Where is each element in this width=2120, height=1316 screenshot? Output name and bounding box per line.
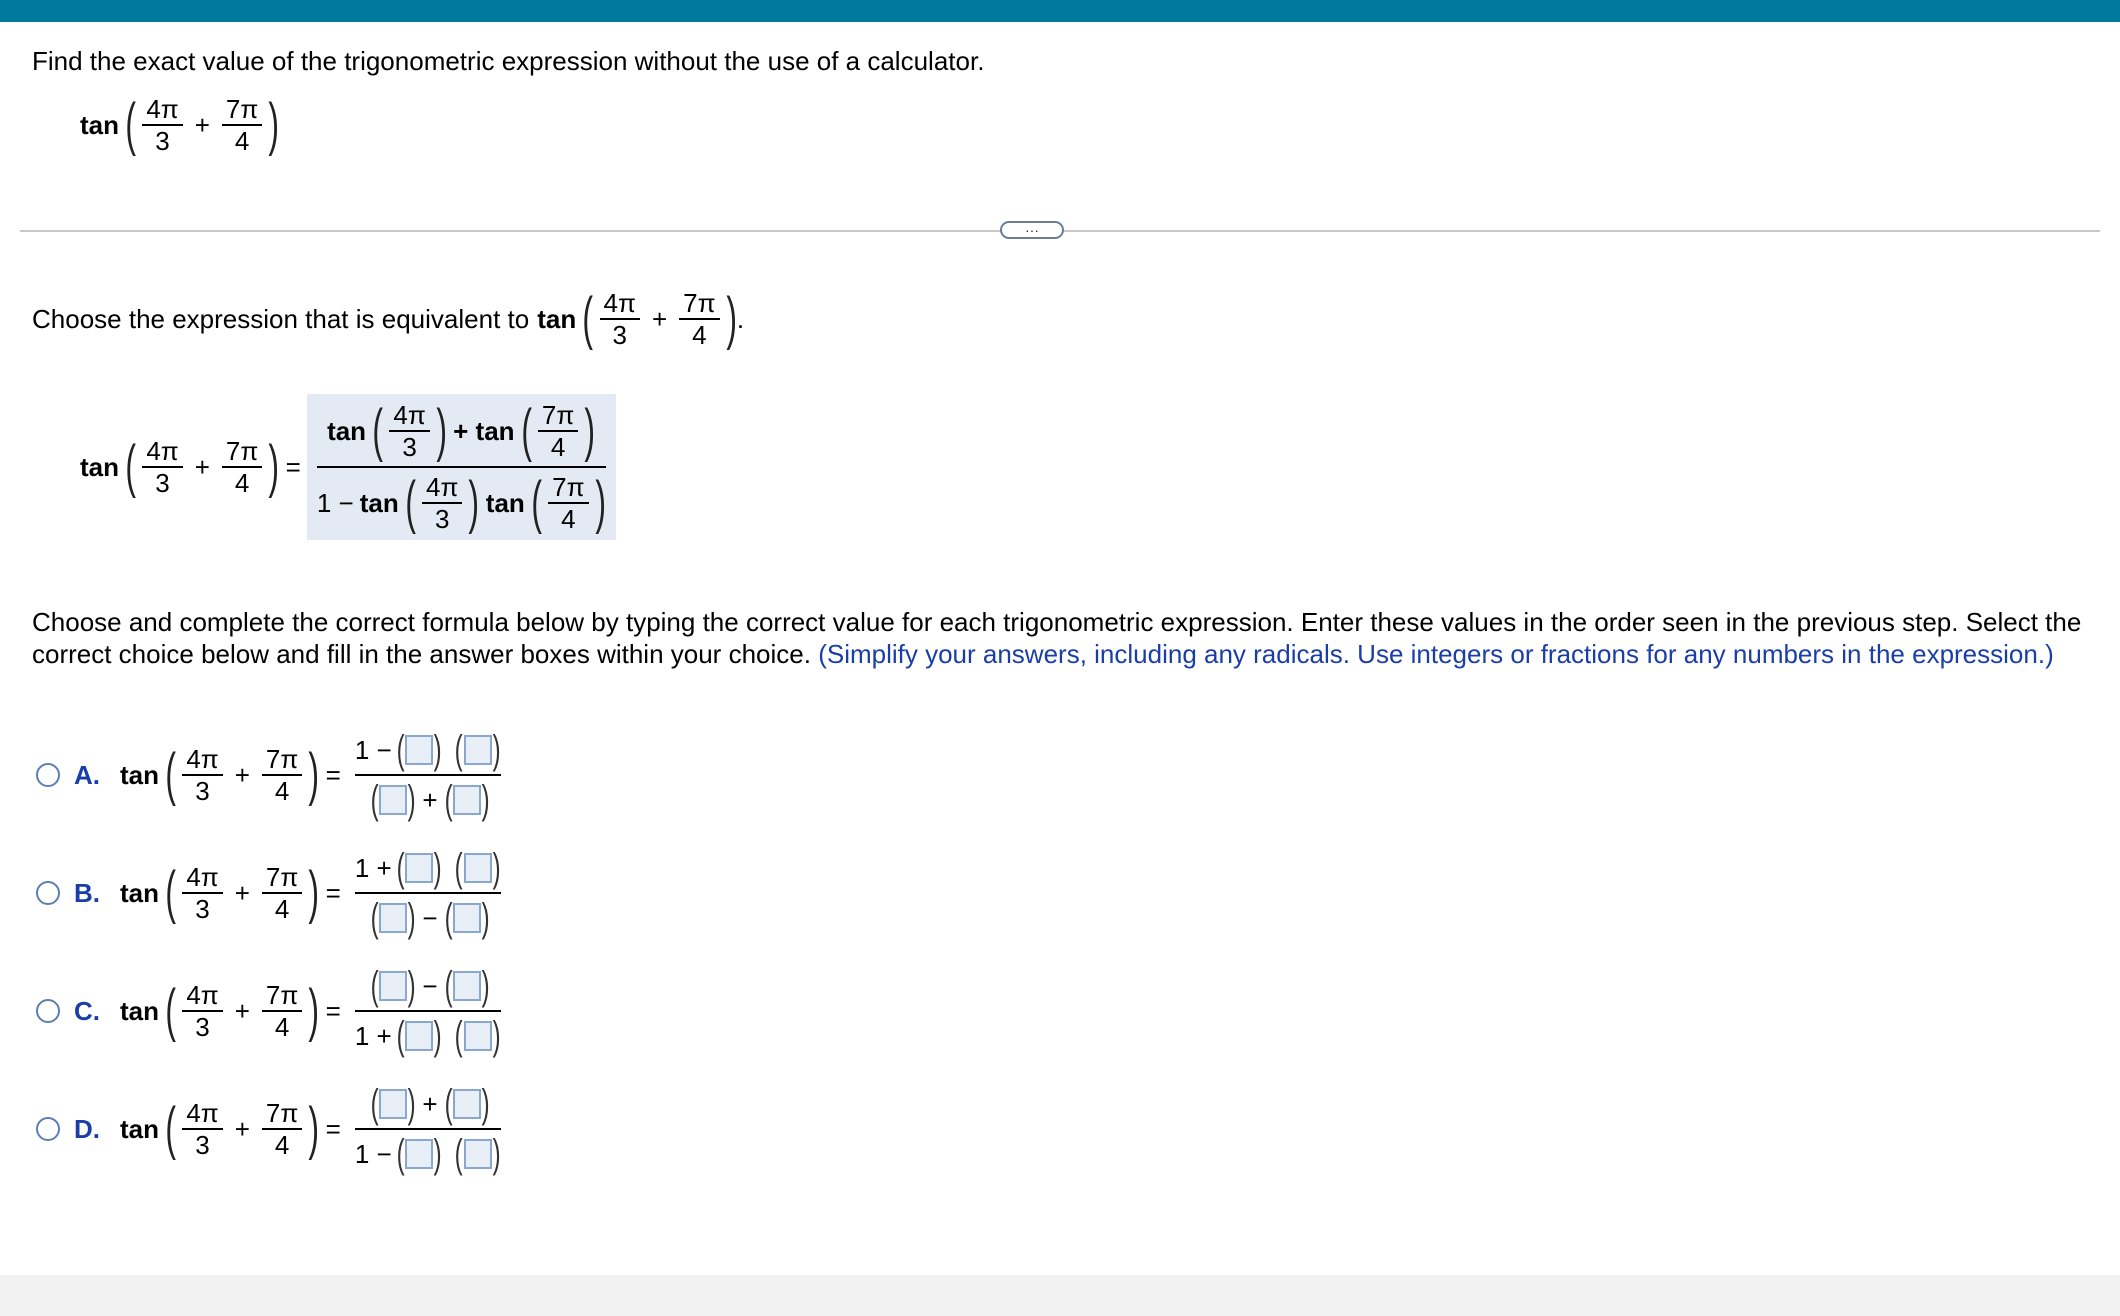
answer-box[interactable]	[464, 1021, 492, 1051]
top-bar	[0, 0, 2120, 22]
answer-box[interactable]	[453, 1089, 481, 1119]
answer-box[interactable]	[405, 735, 433, 765]
identity-fraction: tan ( $\frac{4\pi}{3}$ ) + tan ( $\frac{7\pi}{4}$ ) 1 − tan ( $\frac{4\pi}{3}$ ) tan ( $\frac{7\pi}{4}$ )	[307, 394, 616, 540]
answer-box[interactable]	[464, 1139, 492, 1169]
answer-box[interactable]	[379, 1089, 407, 1119]
question-prompt: Find the exact value of the trigonometric expression without the use of a calculator.	[32, 46, 985, 76]
question-expression: tan ( $\frac{4\pi}{3}$ + $\frac{7\pi}{4}$ )	[80, 92, 280, 157]
choice-radio[interactable]	[36, 763, 60, 787]
bottom-bar	[0, 1275, 2120, 1316]
answer-box[interactable]	[453, 903, 481, 933]
choice-b[interactable]: B. tan ( $\frac{4\pi}{3}$ + $\frac{7\pi}{4}$ ) = 1 + ( ) ( ) ( ) − ( )	[36, 846, 501, 940]
answer-box[interactable]	[464, 853, 492, 883]
choice-fraction: ( ) + ( ) 1 − ( ) ( )	[354, 1082, 501, 1176]
answer-box[interactable]	[405, 853, 433, 883]
choice-d[interactable]: D. tan ( $\frac{4\pi}{3}$ + $\frac{7\pi}{4}$ ) = ( ) + ( ) 1 − ( ) ( )	[36, 1082, 501, 1176]
answer-box[interactable]	[405, 1139, 433, 1169]
answer-box[interactable]	[464, 735, 492, 765]
answer-box[interactable]	[405, 1021, 433, 1051]
answer-box[interactable]	[453, 971, 481, 1001]
choice-fraction: 1 + ( ) ( ) ( ) − ( )	[354, 846, 501, 940]
choice-a[interactable]: A. tan ( $\frac{4\pi}{3}$ + $\frac{7\pi}{4}$ ) = 1 − ( ) ( ) ( ) + ( )	[36, 728, 501, 822]
step-prompt: Choose the expression that is equivalent to tan ( $\frac{4\pi}{3}$ + $\frac{7\pi}{4}$ ) .	[32, 286, 745, 351]
sum-identity: tan ( $\frac{4\pi}{3}$ + $\frac{7\pi}{4}$ ) = tan ( $\frac{4\pi}{3}$ ) + tan ( $\frac{7\pi}{4}$ ) 1 − tan ( $\frac{4\pi}{3}$ ) tan ( $\frac{7\pi}{4}$ )	[80, 394, 616, 540]
answer-box[interactable]	[379, 785, 407, 815]
instructions: Choose and complete the correct formula below by typing the correct value for each trigonometric expression. Enter these values in the order seen in the previous step. Select the correct choice below and fill in the answer boxes within your choice. (Simplify your answers, including any radicals. Use integers or fractions for any numbers in the expression.)	[32, 607, 2082, 669]
choice-fraction: 1 − ( ) ( ) ( ) + ( )	[354, 728, 501, 822]
choice-c[interactable]: C. tan ( $\frac{4\pi}{3}$ + $\frac{7\pi}{4}$ ) = ( ) − ( ) 1 + ( ) ( )	[36, 964, 501, 1058]
choice-fraction: ( ) − ( ) 1 + ( ) ( )	[354, 964, 501, 1058]
choice-radio[interactable]	[36, 881, 60, 905]
choice-radio[interactable]	[36, 999, 60, 1023]
answer-box[interactable]	[453, 785, 481, 815]
answer-box[interactable]	[379, 971, 407, 1001]
show-more-button[interactable]: ···	[1000, 221, 1064, 239]
choice-radio[interactable]	[36, 1117, 60, 1141]
answer-box[interactable]	[379, 903, 407, 933]
